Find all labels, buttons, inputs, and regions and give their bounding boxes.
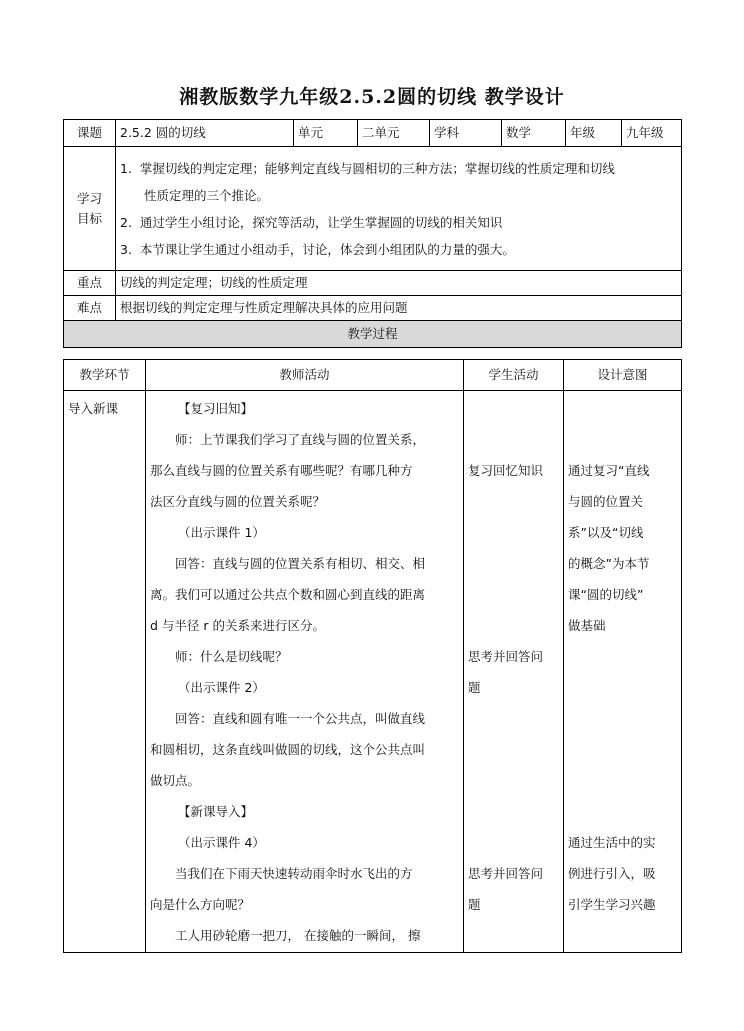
key-point-row — [64, 271, 682, 296]
process-body-row — [64, 391, 682, 953]
teacher-activity: 【复习旧知】 师：上节课我们学习了直线与圆的位置关系， 那么直线与圆的位置关系有哪些呢？有哪几种方 法区分直线与圆的位置关系呢？ （出示课件 1） 回答：直线与圆的位置关系有相切、相交、相 离。我们可以通过公共点个数和圆心到直线的距离 d 与半径 r 的关系来进行区分。 师：什么是切线呢？ （出示课件 2） 回答：直线和圆有唯一一个公共点，叫做直线 和圆相切，这条直线叫做圆的切线，这个公共点叫 做切点。 【新课导入】 （出示课件 4） 当我们在下雨天快速转动雨伞时水飞出的方 向是什么方向呢？ 工人用砂轮磨一把刀， 在接触的一瞬间， 擦 — [146, 391, 464, 953]
grade-value: 九年级 — [622, 120, 682, 147]
course-label: 课题 — [64, 120, 116, 147]
info-row — [64, 120, 682, 147]
design-intent: 通过复习“直线 与圆的位置关 系”以及“切线 的概念”为本节 课“圆的切线” 做基础 通过生活中的实 例进行引入，吸 引学生学习兴趣 — [564, 391, 682, 953]
goals-content: 1. 掌握切线的判定定理；能够判定直线与圆相切的三种方法；掌握切线的性质定理和切线 性质定理的三个推论。 2. 通过学生小组讨论，探究等活动，让学生掌握圆的切线的相关知识 3. 本节课让学生通过小组动手，讨论，体会到小组团队的力量的强大。 — [116, 147, 682, 271]
process-title: 教学过程 — [64, 321, 682, 348]
col-student: 学生活动 — [464, 360, 564, 391]
student-activity: 复习回忆知识 思考并回答问 题 思考并回答问 题 — [464, 391, 564, 953]
col-stage: 教学环节 — [64, 360, 146, 391]
process-table — [63, 359, 682, 953]
subject-label: 学科 — [430, 120, 502, 147]
difficulty-row — [64, 296, 682, 321]
goal-item: 3. 本节课让学生通过小组动手，讨论，体会到小组团队的力量的强大。 — [120, 241, 515, 257]
document-title: 湘教版数学九年级2.5.2圆的切线 教学设计 — [179, 86, 565, 108]
lesson-plan-table — [63, 119, 682, 348]
col-teacher: 教师活动 — [146, 360, 464, 391]
subject-value: 数学 — [502, 120, 566, 147]
key-point-value: 切线的判定定理；切线的性质定理 — [116, 271, 682, 296]
process-section-row — [64, 321, 682, 348]
process-header-row — [64, 360, 682, 391]
difficulty-value: 根据切线的判定定理与性质定理解决具体的应用问题 — [116, 296, 682, 321]
unit-value: 二单元 — [358, 120, 430, 147]
goal-item: 2. 通过学生小组讨论，探究等活动，让学生掌握圆的切线的相关知识 — [120, 214, 503, 230]
difficulty-label: 难点 — [64, 296, 116, 321]
unit-label: 单元 — [294, 120, 358, 147]
col-design: 设计意图 — [564, 360, 682, 391]
stage-cell: 导入新课 — [64, 391, 146, 953]
grade-label: 年级 — [566, 120, 622, 147]
goal-item: 1. 掌握切线的判定定理；能够判定直线与圆相切的三种方法；掌握切线的性质定理和切线 — [120, 160, 615, 176]
goals-row — [64, 147, 682, 271]
key-point-label: 重点 — [64, 271, 116, 296]
course-value: 2.5.2 圆的切线 — [116, 120, 294, 147]
goals-label: 学习 目标 — [64, 147, 116, 271]
